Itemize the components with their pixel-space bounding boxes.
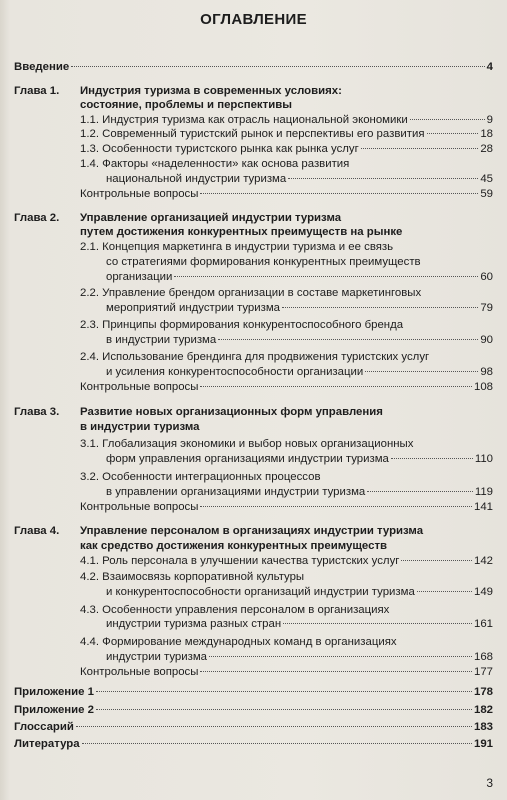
leader-dots [410, 119, 485, 120]
page-number: 3 [486, 776, 493, 790]
leader-dots [427, 133, 479, 134]
toc-entry-2-3-line1: 2.3. Принципы формирования конкурентоспособного бренда [80, 319, 404, 331]
toc-entry-2-1 [106, 270, 493, 284]
chapter-title-3: Развитие новых организационных форм управления [80, 406, 383, 418]
toc-entry-1-3 [80, 142, 493, 156]
toc-page: 90 [480, 334, 493, 346]
toc-page: 108 [473, 381, 493, 393]
toc-page: 28 [480, 143, 493, 155]
toc-label: индустрии туризма [106, 651, 208, 663]
toc-page: 178 [473, 686, 493, 698]
toc-label: и конкурентоспособности организаций индустрии туризма [106, 586, 415, 598]
toc-label: 4.1. Роль персонала в улучшении качества туристских услуг [80, 555, 400, 567]
toc-label: и усиления конкурентоспособности организации [106, 366, 364, 378]
toc-entry-4-1 [80, 554, 493, 568]
toc-entry-1-2 [80, 127, 493, 141]
chapter-title-4: Управление персоналом в организациях индустрии туризма [80, 525, 424, 537]
toc-entry-2-2 [106, 301, 493, 315]
leader-dots [200, 506, 472, 507]
toc-page: 79 [480, 302, 493, 314]
toc-entry-2-1-line2: со стратегиями формирования конкурентных преимуществ [106, 256, 421, 268]
toc-page: 18 [480, 128, 493, 140]
leader-dots [365, 371, 478, 372]
leader-dots [71, 66, 484, 67]
toc-label: мероприятий индустрии туризма [106, 302, 280, 314]
toc-page: 168 [473, 651, 493, 663]
toc-entry-1-questions [80, 187, 493, 201]
toc-page: 149 [473, 586, 493, 598]
toc-label: 1.1. Индустрия туризма как отрасль национальной экономики [80, 114, 408, 126]
toc-label: Контрольные вопросы [80, 188, 199, 200]
chapter-title-3-cont: в индустрии туризма [80, 421, 200, 433]
leader-dots [218, 339, 478, 340]
toc-entry-4-4-line1: 4.4. Формирование международных команд в организациях [80, 636, 397, 648]
toc-page: 191 [473, 738, 493, 750]
toc-label: организации [106, 271, 173, 283]
toc-entry-2-2-line1: 2.2. Управление брендом организации в составе маркетинговых [80, 287, 422, 299]
leader-dots [200, 193, 478, 194]
toc-label: 1.2. Современный туристский рынок и перспективы его развития [80, 128, 425, 140]
toc-label: Введение [14, 61, 70, 73]
toc-entry-literature [14, 737, 493, 751]
toc-label: национальной индустрии туризма [106, 173, 287, 185]
toc-page: 182 [473, 704, 493, 716]
leader-dots [209, 656, 472, 657]
toc-page: 60 [480, 271, 493, 283]
page-title: ОГЛАВЛЕНИЕ [200, 11, 307, 28]
toc-label: Приложение 2 [14, 704, 95, 716]
toc-entry-1-4 [106, 172, 493, 186]
chapter-title-2-cont: путем достижения конкурентных преимуществ на рынке [80, 226, 403, 238]
toc-page: 141 [473, 501, 493, 513]
toc-label: 1.3. Особенности туристского рынка как рынка услуг [80, 143, 359, 155]
toc-page: 59 [480, 188, 493, 200]
leader-dots [174, 276, 478, 277]
toc-label: форм управления организациями индустрии туризма [106, 453, 389, 465]
chapter-title-1: Индустрия туризма в современных условиях: [80, 85, 342, 97]
toc-entry-4-3 [106, 617, 493, 631]
toc-entry-3-questions [80, 500, 493, 514]
toc-entry-glossary [14, 720, 493, 734]
toc-label: в управлении организациями индустрии туризма [106, 486, 366, 498]
leader-dots [200, 671, 472, 672]
toc-label: Литература [14, 738, 80, 750]
toc-entry-1-4-line1: 1.4. Факторы «наделенности» как основа развития [80, 158, 350, 170]
chapter-label-1: Глава 1. [14, 85, 60, 97]
chapter-title-1-cont: состояние, проблемы и перспективы [80, 99, 292, 111]
toc-label: Контрольные вопросы [80, 501, 199, 513]
leader-dots [391, 458, 473, 459]
toc-entry-3-2-line1: 3.2. Особенности интеграционных процессов [80, 471, 321, 483]
leader-dots [361, 148, 479, 149]
toc-page: 161 [473, 618, 493, 630]
toc-entry-2-questions [80, 380, 493, 394]
toc-page: 142 [473, 555, 493, 567]
toc-label: Глоссарий [14, 721, 74, 733]
toc-entry-3-1 [106, 452, 493, 466]
leader-dots [96, 691, 472, 692]
toc-page: 183 [473, 721, 493, 733]
toc-page: 119 [474, 486, 493, 498]
toc-entry-appendix-2 [14, 703, 493, 717]
chapter-label-3: Глава 3. [14, 406, 60, 418]
toc-label: Контрольные вопросы [80, 666, 199, 678]
chapter-label-2: Глава 2. [14, 212, 60, 224]
toc-page: 110 [474, 453, 493, 465]
toc-label: Контрольные вопросы [80, 381, 199, 393]
leader-dots [76, 726, 472, 727]
toc-entry-4-2-line1: 4.2. Взаимосвязь корпоративной культуры [80, 571, 305, 583]
leader-dots [82, 743, 472, 744]
leader-dots [417, 591, 472, 592]
leader-dots [283, 623, 472, 624]
toc-entry-2-3 [106, 333, 493, 347]
toc-entry-4-questions [80, 665, 493, 679]
toc-entry-intro [14, 60, 493, 74]
toc-entry-2-4 [106, 365, 493, 379]
toc-label: Приложение 1 [14, 686, 95, 698]
toc-page: 45 [480, 173, 493, 185]
toc-entry-appendix-1 [14, 685, 493, 699]
toc-page: 9 [486, 114, 493, 126]
toc-label: индустрии туризма разных стран [106, 618, 282, 630]
toc-page: 177 [473, 666, 493, 678]
leader-dots [96, 709, 472, 710]
chapter-title-2: Управление организацией индустрии туризма [80, 212, 342, 224]
leader-dots [282, 307, 478, 308]
toc-entry-3-1-line1: 3.1. Глобализация экономики и выбор новых организационных [80, 438, 414, 450]
toc-entry-4-3-line1: 4.3. Особенности управления персоналом в организациях [80, 604, 390, 616]
toc-entry-4-4 [106, 650, 493, 664]
toc-page: 4 [486, 61, 493, 73]
chapter-title-4-cont: как средство достижения конкурентных преимуществ [80, 540, 388, 552]
toc-page: 98 [480, 366, 493, 378]
leader-dots [200, 386, 472, 387]
toc-label: в индустрии туризма [106, 334, 217, 346]
leader-dots [401, 560, 472, 561]
toc-entry-1-1 [80, 113, 493, 127]
toc-entry-3-2 [106, 485, 493, 499]
leader-dots [367, 491, 473, 492]
toc-entry-2-1-line1: 2.1. Концепция маркетинга в индустрии туризма и ее связь [80, 241, 394, 253]
leader-dots [288, 178, 478, 179]
toc-entry-4-2 [106, 585, 493, 599]
toc-entry-2-4-line1: 2.4. Использование брендинга для продвижения туристских услуг [80, 351, 430, 363]
chapter-label-4: Глава 4. [14, 525, 60, 537]
